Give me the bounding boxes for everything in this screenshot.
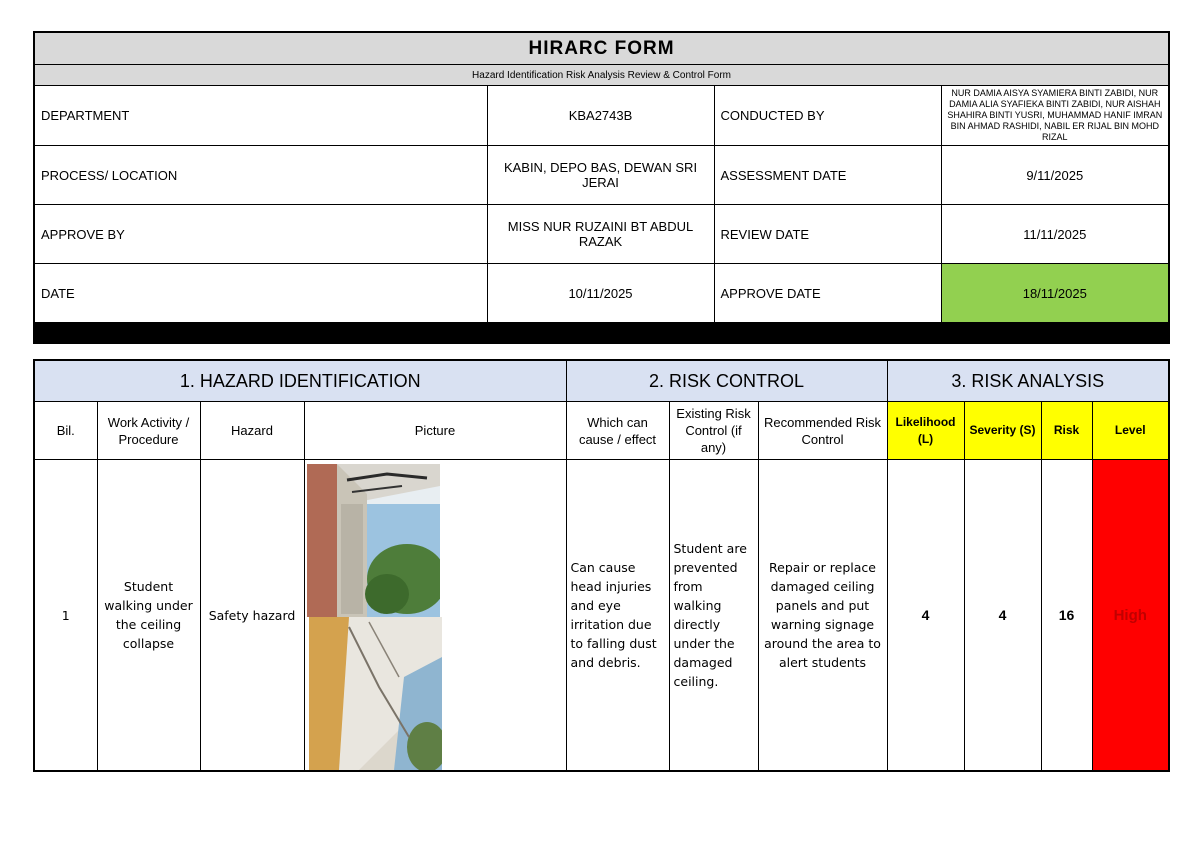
row-cause-effect: Can cause head injuries and eye irritation due to falling dust and debris. xyxy=(566,460,669,772)
approve-date-value: 18/11/2025 xyxy=(941,264,1169,323)
row-severity: 4 xyxy=(964,460,1041,772)
date-label: DATE xyxy=(34,264,487,323)
row-existing-control: Student are prevented from walking directly under the damaged ceiling. xyxy=(669,460,758,772)
row-likelihood: 4 xyxy=(887,460,964,772)
department-value: KBA2743B xyxy=(487,86,714,146)
info-table xyxy=(33,31,1170,344)
table-row xyxy=(34,460,1169,772)
department-label: DEPARTMENT xyxy=(34,86,487,146)
ceiling-photo-1 xyxy=(307,464,440,617)
conducted-by-value: NUR DAMIA AISYA SYAMIERA BINTI ZABIDI, NUR DAMIA ALIA SYAFIEKA BINTI ZABIDI, NUR AISHAH SHAHIRA BINTI YUSRI, MUHAMMAD HANIF IMRAN BIN AHMAD RASHIDI, NABIL ER RIJAL BIN MOHD RIZAL xyxy=(941,86,1169,146)
process-location-value: KABIN, DEPO BAS, DEWAN SRI JERAI xyxy=(487,146,714,205)
col-likelihood: Likelihood (L) xyxy=(887,402,964,460)
review-date-label: REVIEW DATE xyxy=(714,205,941,264)
row-recommended-control: Repair or replace damaged ceiling panels and put warning signage around the area to alert students xyxy=(758,460,887,772)
hirarc-table xyxy=(33,359,1170,772)
row-picture xyxy=(304,460,566,772)
review-date-value: 11/11/2025 xyxy=(941,205,1169,264)
col-work-activity: Work Activity / Procedure xyxy=(97,402,200,460)
row-hazard: Safety hazard xyxy=(200,460,304,772)
date-value: 10/11/2025 xyxy=(487,264,714,323)
section-hazard-identification: 1. HAZARD IDENTIFICATION xyxy=(34,360,566,402)
approve-date-label: APPROVE DATE xyxy=(714,264,941,323)
row-bil: 1 xyxy=(34,460,97,772)
col-picture: Picture xyxy=(304,402,566,460)
col-cause-effect: Which can cause / effect xyxy=(566,402,669,460)
col-level: Level xyxy=(1092,402,1169,460)
assessment-date-value: 9/11/2025 xyxy=(941,146,1169,205)
row-work-activity: Student walking under the ceiling collapse xyxy=(97,460,200,772)
approve-by-value: MISS NUR RUZAINI BT ABDUL RAZAK xyxy=(487,205,714,264)
col-existing-control: Existing Risk Control (if any) xyxy=(669,402,758,460)
section-divider xyxy=(34,323,1169,344)
conducted-by-label: CONDUCTED BY xyxy=(714,86,941,146)
section-risk-analysis: 3. RISK ANALYSIS xyxy=(887,360,1169,402)
form-title: HIRARC FORM xyxy=(34,32,1169,65)
col-bil: Bil. xyxy=(34,402,97,460)
row-risk: 16 xyxy=(1041,460,1092,772)
col-risk: Risk xyxy=(1041,402,1092,460)
approve-by-label: APPROVE BY xyxy=(34,205,487,264)
row-level-badge: High xyxy=(1092,460,1169,772)
col-severity: Severity (S) xyxy=(964,402,1041,460)
col-recommended-control: Recommended Risk Control xyxy=(758,402,887,460)
assessment-date-label: ASSESSMENT DATE xyxy=(714,146,941,205)
col-hazard: Hazard xyxy=(200,402,304,460)
form-subtitle: Hazard Identification Risk Analysis Review & Control Form xyxy=(34,65,1169,86)
section-risk-control: 2. RISK CONTROL xyxy=(566,360,887,402)
process-location-label: PROCESS/ LOCATION xyxy=(34,146,487,205)
ceiling-photo-2 xyxy=(309,617,442,770)
